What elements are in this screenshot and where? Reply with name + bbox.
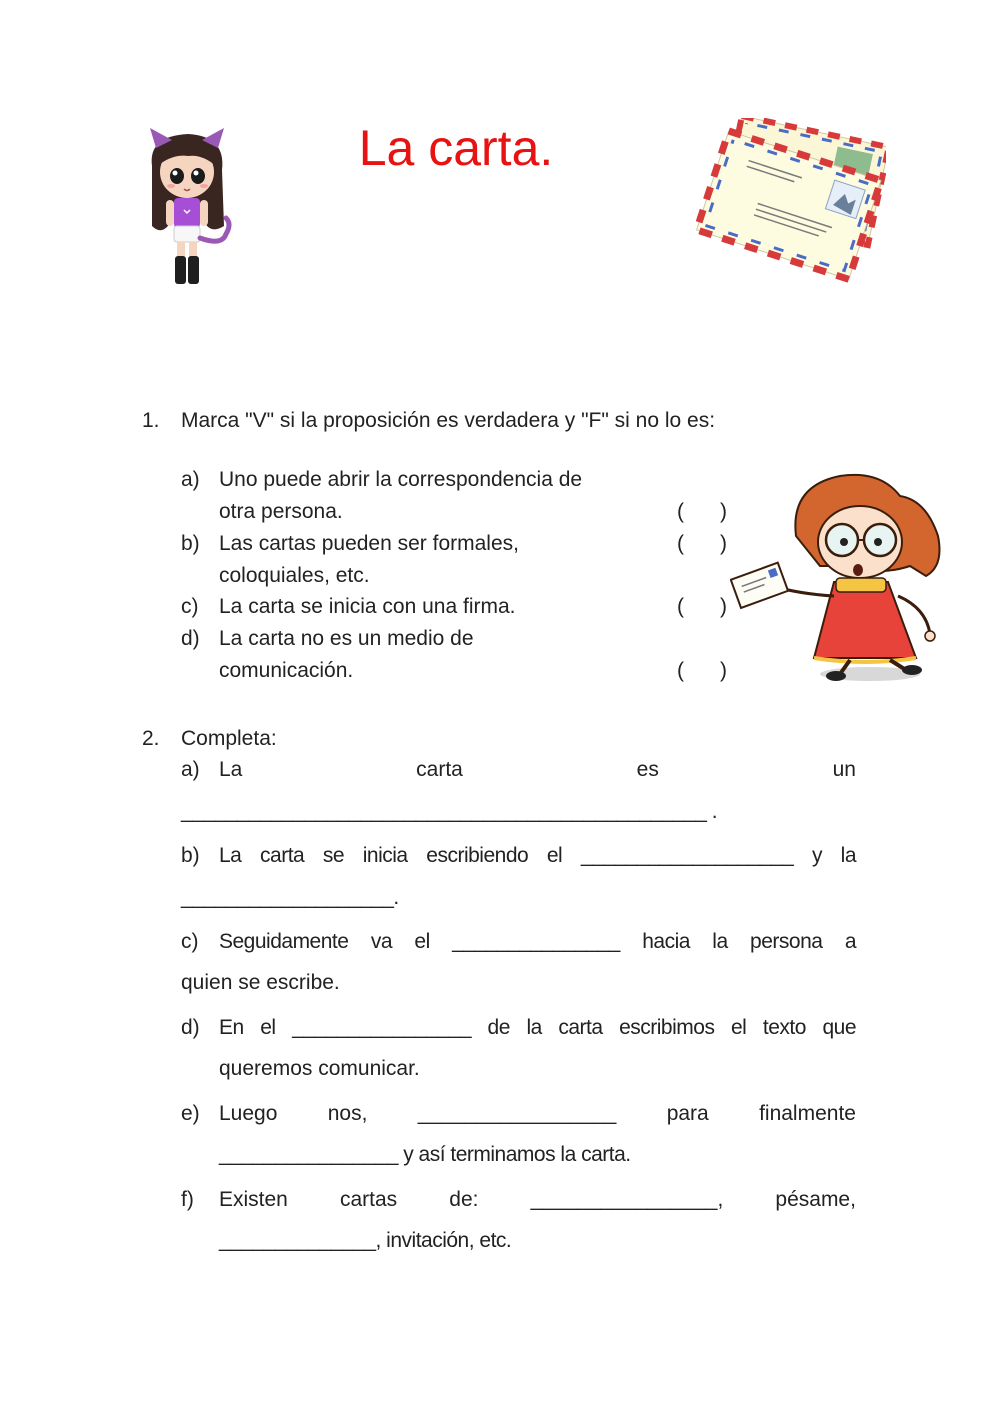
q2-item-e-line1[interactable] — [219, 1099, 856, 1129]
q2-item-a-letter: a) — [181, 758, 200, 781]
q2-item-b-line2[interactable]: ___________________. — [181, 886, 399, 909]
q2-item-d-line2: queremos comunicar. — [219, 1057, 420, 1080]
q1-item-b-letter: b) — [181, 532, 200, 555]
word: carta — [416, 758, 463, 781]
woman-holding-letter-illustration — [730, 466, 950, 686]
q2-item-f-letter: f) — [181, 1188, 194, 1211]
page-title: La carta. — [358, 120, 554, 176]
paren-open: ( — [677, 595, 684, 618]
word: un — [832, 758, 856, 781]
q2-item-f-line1[interactable] — [219, 1185, 856, 1215]
paren-close: ) — [720, 500, 727, 523]
q2-item-e-line2[interactable]: ________________ y así terminamos la carta. — [219, 1143, 631, 1166]
q2-item-f-line2[interactable]: ______________, invitación, etc. — [219, 1229, 512, 1252]
q2-item-c-line1[interactable]: Seguidamente va el _______________ hacia la persona a — [219, 930, 856, 953]
q2-item-d-letter: d) — [181, 1016, 200, 1039]
q1-item-d-text: La carta no es un medio de — [219, 627, 474, 650]
q1-item-d-answer-box[interactable] — [677, 656, 727, 686]
q1-item-b-text-line2: coloquiales, etc. — [219, 564, 370, 587]
blank[interactable]: _________________ — [417, 1102, 617, 1125]
blank[interactable]: ________________, — [530, 1188, 724, 1211]
q2-item-b-line1[interactable]: La carta se inicia escribiendo el ___________________ y la — [219, 844, 856, 867]
q1-item-c-answer-box[interactable] — [677, 592, 727, 622]
word: es — [636, 758, 659, 781]
q1-item-c-letter: c) — [181, 595, 199, 618]
word: Luego — [219, 1102, 278, 1125]
q1-item-a-text: Uno puede abrir la correspondencia de — [219, 468, 583, 491]
girl-cat-ears-illustration — [138, 126, 238, 288]
envelopes-illustration — [696, 118, 886, 284]
paren-close: ) — [720, 532, 727, 555]
word: nos, — [327, 1102, 368, 1125]
question-1-number: 1. — [142, 409, 160, 432]
word: para — [666, 1102, 709, 1125]
q2-item-d-line1[interactable]: En el ________________ de la carta escribimos el texto que — [219, 1016, 856, 1039]
question-1-prompt: Marca "V" si la proposición es verdadera y "F" si no lo es: — [181, 409, 716, 432]
word: finalmente — [759, 1102, 856, 1125]
q1-item-b-text: Las cartas pueden ser formales, — [219, 532, 519, 555]
question-2-number: 2. — [142, 727, 160, 750]
paren-open: ( — [677, 532, 684, 555]
q1-item-b-answer-box[interactable] — [677, 529, 727, 559]
word: cartas — [339, 1188, 398, 1211]
q2-item-e-letter: e) — [181, 1102, 200, 1125]
question-2-prompt: Completa: — [181, 727, 277, 750]
paren-close: ) — [720, 659, 727, 682]
q2-item-b-letter: b) — [181, 844, 200, 867]
paren-open: ( — [677, 659, 684, 682]
q1-item-a-letter: a) — [181, 468, 200, 491]
q1-item-a-text-line2: otra persona. — [219, 500, 343, 523]
q1-item-a-answer-box[interactable] — [677, 497, 727, 527]
q1-item-d-letter: d) — [181, 627, 200, 650]
word: La — [219, 758, 243, 781]
q2-item-a-line1 — [219, 755, 856, 785]
q1-item-d-text-line2: comunicación. — [219, 659, 354, 682]
word: Existen — [219, 1188, 288, 1211]
q2-item-a-blank[interactable]: _______________________________________________ . — [181, 800, 718, 823]
q2-item-c-line2: quien se escribe. — [181, 971, 340, 994]
word: pésame, — [775, 1188, 856, 1211]
paren-open: ( — [677, 500, 684, 523]
q1-item-c-text: La carta se inicia con una firma. — [219, 595, 516, 618]
word: de: — [449, 1188, 479, 1211]
paren-close: ) — [720, 595, 727, 618]
q2-item-c-letter: c) — [181, 930, 199, 953]
